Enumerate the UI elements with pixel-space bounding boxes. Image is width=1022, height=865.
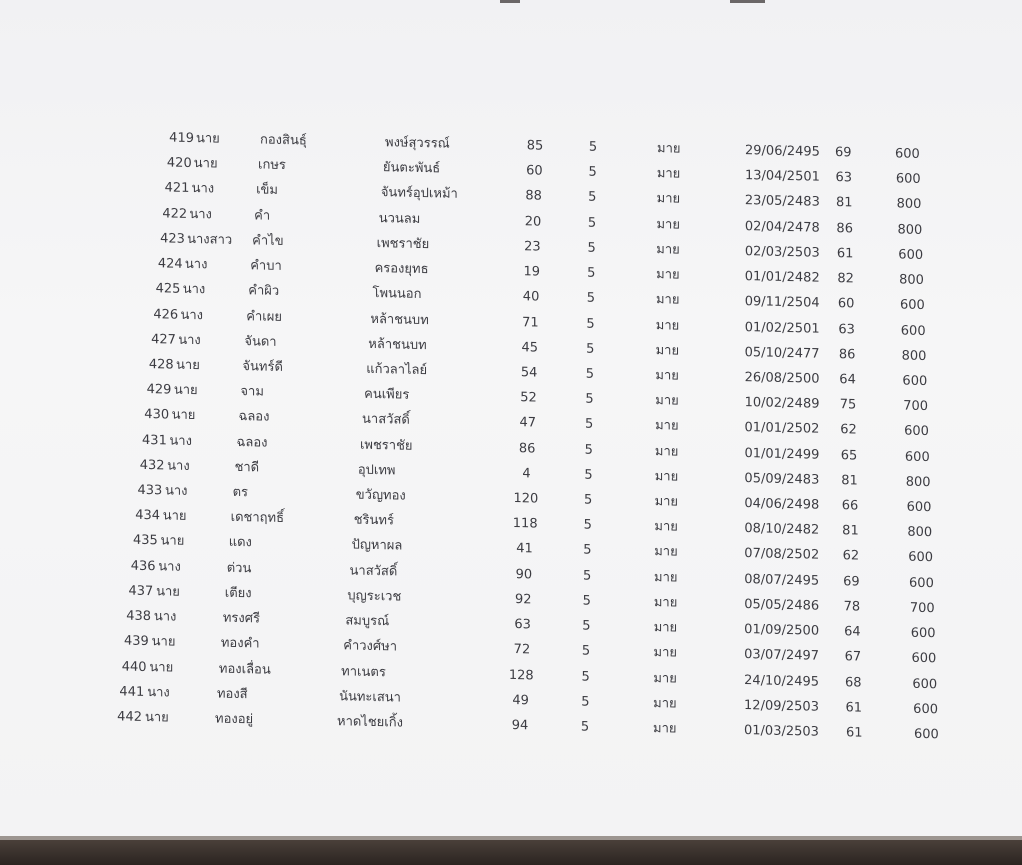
cell-last: นวนลม <box>378 210 421 227</box>
cell-first: คำผิว <box>248 283 280 300</box>
top-edge-mark <box>730 0 765 3</box>
cell-first: ทรงศรี <box>222 610 260 627</box>
pension-list-table <box>100 92 1000 762</box>
cell-c7: มาย <box>655 393 679 409</box>
cell-c6: 5 <box>585 391 594 407</box>
cell-c6: 5 <box>587 215 597 231</box>
cell-c7: มาย <box>654 468 679 485</box>
cell-c5: 41 <box>516 541 533 557</box>
cell-last: โพนนอก <box>372 286 422 303</box>
cell-c7: มาย <box>655 368 679 384</box>
cell-c5: 94 <box>511 717 529 734</box>
cell-age: 81 <box>841 472 858 489</box>
cell-age: 64 <box>844 624 861 640</box>
cell-last: นาสวัสดิ์ <box>349 563 398 580</box>
cell-last: หาดไชยเกิ้ง <box>337 714 403 731</box>
cell-prefix: นาง <box>169 433 192 449</box>
cell-c5: 47 <box>519 415 537 431</box>
cell-amount: 600 <box>895 171 921 188</box>
top-edge-mark <box>500 0 520 3</box>
cell-age: 62 <box>842 548 860 565</box>
cell-age: 69 <box>835 145 852 161</box>
cell-c5: 85 <box>526 138 544 154</box>
cell-last: ชรินทร์ <box>353 512 394 529</box>
cell-amount: 600 <box>908 550 934 566</box>
cell-prefix: นาย <box>193 156 218 172</box>
cell-prefix: นาง <box>182 282 206 298</box>
cell-age: 61 <box>846 725 863 741</box>
cell-no: 423 <box>160 231 185 247</box>
cell-c6: 5 <box>584 442 593 458</box>
cell-age: 62 <box>840 422 857 438</box>
cell-date: 01/01/2482 <box>744 269 820 286</box>
cell-c7: มาย <box>654 519 678 535</box>
cell-no: 425 <box>155 281 181 298</box>
cell-last: ขวัญทอง <box>355 487 406 504</box>
cell-last: นาสวัสดิ์ <box>362 412 410 429</box>
cell-c5: 20 <box>524 213 542 230</box>
cell-age: 68 <box>845 674 862 691</box>
cell-c7: มาย <box>653 594 678 611</box>
cell-age: 61 <box>836 245 854 262</box>
cell-amount: 600 <box>904 423 929 440</box>
cell-last: เพชราชัย <box>359 437 413 454</box>
cell-prefix: นาง <box>184 256 208 273</box>
cell-c5: 4 <box>522 466 531 482</box>
cell-last: ทาเนตร <box>341 663 386 680</box>
cell-first: ตร <box>232 484 249 501</box>
cell-amount: 600 <box>899 297 925 314</box>
cell-date: 12/09/2503 <box>744 697 819 715</box>
cell-prefix: นาง <box>191 181 215 197</box>
cell-prefix: นางสาว <box>187 231 233 248</box>
cell-amount: 600 <box>900 322 926 339</box>
cell-prefix: นาย <box>156 584 180 600</box>
cell-c7: มาย <box>656 241 680 258</box>
cell-c7: มาย <box>656 216 680 233</box>
cell-c7: มาย <box>655 418 679 435</box>
cell-last: จันทร์อุปเหม้า <box>380 185 458 203</box>
cell-date: 29/06/2495 <box>745 143 820 160</box>
cell-last: สมบูรณ์ <box>345 613 390 630</box>
cell-prefix: นาย <box>162 508 187 525</box>
cell-first: ชาดี <box>234 459 260 476</box>
cell-no: 434 <box>135 508 161 524</box>
cell-c5: 54 <box>520 365 538 381</box>
cell-c7: มาย <box>653 670 677 687</box>
cell-c7: มาย <box>655 292 680 308</box>
cell-c7: มาย <box>656 191 681 208</box>
cell-no: 426 <box>153 306 179 323</box>
cell-c6: 5 <box>588 139 598 155</box>
cell-first: ต่วน <box>226 560 252 576</box>
cell-prefix: นาง <box>147 684 170 701</box>
cell-first: เข็ม <box>256 182 278 199</box>
cell-c6: 5 <box>581 643 591 660</box>
cell-prefix: นาย <box>173 382 198 399</box>
cell-last: อุปเทพ <box>357 462 396 479</box>
cell-first: คำเผย <box>246 308 282 325</box>
cell-date: 01/02/2501 <box>744 319 820 337</box>
cell-last: บุญระเวช <box>347 588 402 605</box>
cell-c5: 52 <box>520 390 537 406</box>
cell-date: 04/06/2498 <box>744 496 820 513</box>
cell-first: กองสินธุ์ <box>260 132 307 149</box>
cell-c6: 5 <box>582 568 592 584</box>
cell-no: 429 <box>146 382 172 398</box>
cell-first: คำ <box>254 208 271 224</box>
cell-date: 03/07/2497 <box>744 647 820 665</box>
cell-c7: มาย <box>653 695 677 712</box>
cell-first: ทองคำ <box>220 635 260 652</box>
cell-last: ครองยุทธ <box>374 261 429 278</box>
cell-c5: 45 <box>521 339 539 356</box>
cell-no: 439 <box>123 633 149 650</box>
cell-prefix: นาย <box>160 533 185 550</box>
cell-c6: 5 <box>586 341 595 357</box>
cell-date: 01/01/2502 <box>744 420 820 438</box>
cell-first: เกษร <box>258 157 286 174</box>
cell-age: 75 <box>839 397 857 413</box>
cell-no: 437 <box>128 583 154 600</box>
cell-c6: 5 <box>587 240 596 256</box>
cell-c6: 5 <box>587 265 596 281</box>
cell-age: 86 <box>836 220 853 237</box>
cell-first: เตียง <box>224 585 252 602</box>
cell-date: 23/05/2483 <box>744 193 820 211</box>
cell-amount: 600 <box>913 701 938 718</box>
cell-c5: 92 <box>514 591 532 608</box>
cell-age: 65 <box>840 447 858 464</box>
cell-first: เดชาฤทธิ์ <box>230 510 285 527</box>
cell-no: 419 <box>169 130 194 147</box>
cell-date: 10/02/2489 <box>744 395 820 412</box>
cell-amount: 600 <box>911 651 937 667</box>
cell-date: 08/10/2482 <box>744 521 820 538</box>
cell-c6: 5 <box>584 467 593 483</box>
cell-amount: 600 <box>914 726 939 743</box>
cell-c5: 86 <box>518 440 536 457</box>
cell-c7: มาย <box>655 342 680 359</box>
cell-c7: มาย <box>655 317 680 334</box>
cell-prefix: นาย <box>145 709 169 726</box>
cell-amount: 600 <box>909 575 934 591</box>
cell-first: ทองอยู่ <box>215 711 254 728</box>
cell-c6: 5 <box>582 593 591 609</box>
cell-c7: มาย <box>657 141 681 157</box>
cell-date: 02/04/2478 <box>744 218 820 236</box>
cell-age: 81 <box>842 523 859 539</box>
cell-prefix: นาย <box>149 659 174 676</box>
cell-no: 422 <box>162 206 188 222</box>
cell-age: 64 <box>839 372 856 388</box>
cell-prefix: นาง <box>189 206 212 223</box>
cell-c6: 5 <box>588 190 597 206</box>
cell-no: 424 <box>157 256 183 272</box>
cell-age: 69 <box>843 573 860 590</box>
cell-c5: 60 <box>526 163 543 179</box>
cell-no: 421 <box>164 180 190 197</box>
cell-no: 441 <box>119 684 145 700</box>
cell-last: เพชราชัย <box>376 235 430 253</box>
cell-amount: 600 <box>904 449 930 465</box>
cell-prefix: นาง <box>153 609 177 625</box>
cell-amount: 800 <box>897 222 923 238</box>
cell-first: จันดา <box>244 333 277 350</box>
cell-c7: มาย <box>654 443 679 460</box>
cell-c7: มาย <box>654 569 678 586</box>
cell-c6: 5 <box>581 694 590 710</box>
cell-first: คำไข <box>252 233 284 249</box>
cell-no: 440 <box>121 659 147 675</box>
cell-age: 86 <box>838 346 856 363</box>
cell-amount: 800 <box>907 524 933 541</box>
cell-c5: 120 <box>513 491 539 507</box>
cell-amount: 700 <box>909 600 935 617</box>
cell-c5: 71 <box>522 314 539 331</box>
cell-date: 01/01/2499 <box>744 445 820 463</box>
cell-first: ทองเลื่อน <box>218 661 271 678</box>
cell-first: จาม <box>240 384 264 400</box>
cell-amount: 800 <box>901 348 927 364</box>
cell-age: 60 <box>837 296 855 312</box>
cell-last: พงษ์สุวรรณ์ <box>385 135 450 152</box>
cell-c6: 5 <box>583 492 593 508</box>
cell-amount: 800 <box>899 272 924 289</box>
cell-prefix: นาย <box>196 131 220 147</box>
cell-no: 431 <box>142 432 167 449</box>
cell-prefix: นาย <box>176 357 200 374</box>
cell-c6: 5 <box>586 316 595 332</box>
cell-c7: มาย <box>656 166 681 182</box>
cell-date: 02/03/2503 <box>744 243 820 261</box>
cell-first: จันทร์ดี <box>242 359 283 375</box>
cell-first: ฉลอง <box>238 409 270 426</box>
cell-amount: 700 <box>903 398 929 415</box>
cell-last: หล้าชนบท <box>370 311 429 328</box>
cell-amount: 600 <box>898 247 924 263</box>
cell-no: 432 <box>139 457 165 474</box>
cell-c6: 5 <box>583 517 592 533</box>
cell-date: 24/10/2495 <box>744 672 820 690</box>
cell-c5: 63 <box>514 617 531 633</box>
cell-date: 05/05/2486 <box>744 596 820 614</box>
cell-c6: 5 <box>583 543 592 559</box>
cell-prefix: นาง <box>167 458 190 474</box>
cell-prefix: นาย <box>151 634 176 650</box>
cell-c7: มาย <box>653 721 677 737</box>
cell-no: 428 <box>148 357 174 373</box>
cell-c7: มาย <box>654 544 678 561</box>
cell-age: 61 <box>845 700 863 716</box>
cell-first: คำบา <box>250 258 282 275</box>
cell-no: 433 <box>137 482 163 499</box>
cell-first: แดง <box>228 535 252 551</box>
cell-prefix: นาย <box>171 407 196 424</box>
cell-last: คนเพียร <box>364 386 410 403</box>
cell-c5: 128 <box>508 667 534 684</box>
cell-no: 427 <box>151 331 176 348</box>
cell-amount: 800 <box>896 196 922 213</box>
cell-date: 13/04/2501 <box>744 168 820 185</box>
cell-c6: 5 <box>585 416 594 433</box>
cell-c5: 49 <box>512 692 529 709</box>
cell-age: 63 <box>838 321 855 337</box>
cell-date: 07/08/2502 <box>744 546 820 564</box>
cell-age: 78 <box>843 599 861 615</box>
cell-no: 436 <box>130 558 156 574</box>
cell-date: 26/08/2500 <box>744 370 820 387</box>
cell-no: 430 <box>144 407 170 423</box>
cell-age: 66 <box>841 498 859 514</box>
cell-no: 438 <box>126 608 152 625</box>
cell-c5: 88 <box>525 188 542 205</box>
cell-first: ทองสี <box>216 686 248 703</box>
cell-c6: 5 <box>585 366 594 382</box>
cell-age: 81 <box>835 195 853 211</box>
cell-date: 01/03/2503 <box>744 723 819 740</box>
cell-amount: 600 <box>910 625 936 642</box>
cell-last: คำวงศ์ษา <box>343 638 398 655</box>
cell-prefix: นาง <box>180 307 204 323</box>
cell-c7: มาย <box>656 267 680 283</box>
cell-c6: 5 <box>586 290 596 307</box>
cell-no: 435 <box>132 533 158 549</box>
cell-amount: 800 <box>905 474 931 490</box>
cell-c6: 5 <box>582 618 591 634</box>
cell-last: หล้าชนบท <box>368 336 427 353</box>
cell-amount: 600 <box>912 676 938 692</box>
cell-first: ฉลอง <box>236 434 268 451</box>
cell-c5: 118 <box>512 516 538 532</box>
cell-c5: 72 <box>513 642 531 658</box>
cell-c7: มาย <box>654 494 679 510</box>
cell-date: 09/11/2504 <box>744 294 820 312</box>
cell-date: 05/10/2477 <box>744 344 820 362</box>
cell-no: 442 <box>117 709 142 725</box>
cell-c5: 40 <box>522 289 540 305</box>
cell-last: แก้วลาไลย์ <box>366 361 428 379</box>
cell-last: นันทะเสนา <box>339 688 401 706</box>
cell-c5: 23 <box>524 239 541 255</box>
cell-c7: มาย <box>653 620 678 636</box>
cell-c5: 19 <box>523 264 540 280</box>
cell-last: ยันตะพันธ์ <box>382 160 441 177</box>
cell-last: ปัญหาผล <box>351 537 403 555</box>
cell-c5: 90 <box>515 566 533 583</box>
cell-age: 82 <box>837 271 854 287</box>
cell-age: 67 <box>844 649 862 665</box>
cell-c6: 5 <box>588 164 597 181</box>
cell-c6: 5 <box>581 669 590 685</box>
cell-date: 05/09/2483 <box>744 470 820 488</box>
background-surface <box>0 840 1022 865</box>
cell-c6: 5 <box>580 719 590 735</box>
cell-c7: มาย <box>653 645 678 661</box>
cell-amount: 600 <box>902 373 928 390</box>
cell-prefix: นาง <box>178 332 201 348</box>
cell-no: 420 <box>166 155 192 172</box>
cell-date: 01/09/2500 <box>744 622 820 639</box>
cell-prefix: นาง <box>164 483 188 499</box>
cell-date: 08/07/2495 <box>744 571 820 589</box>
cell-amount: 600 <box>906 499 932 516</box>
cell-age: 63 <box>835 170 853 186</box>
cell-amount: 600 <box>895 146 920 162</box>
cell-prefix: นาง <box>158 558 181 575</box>
